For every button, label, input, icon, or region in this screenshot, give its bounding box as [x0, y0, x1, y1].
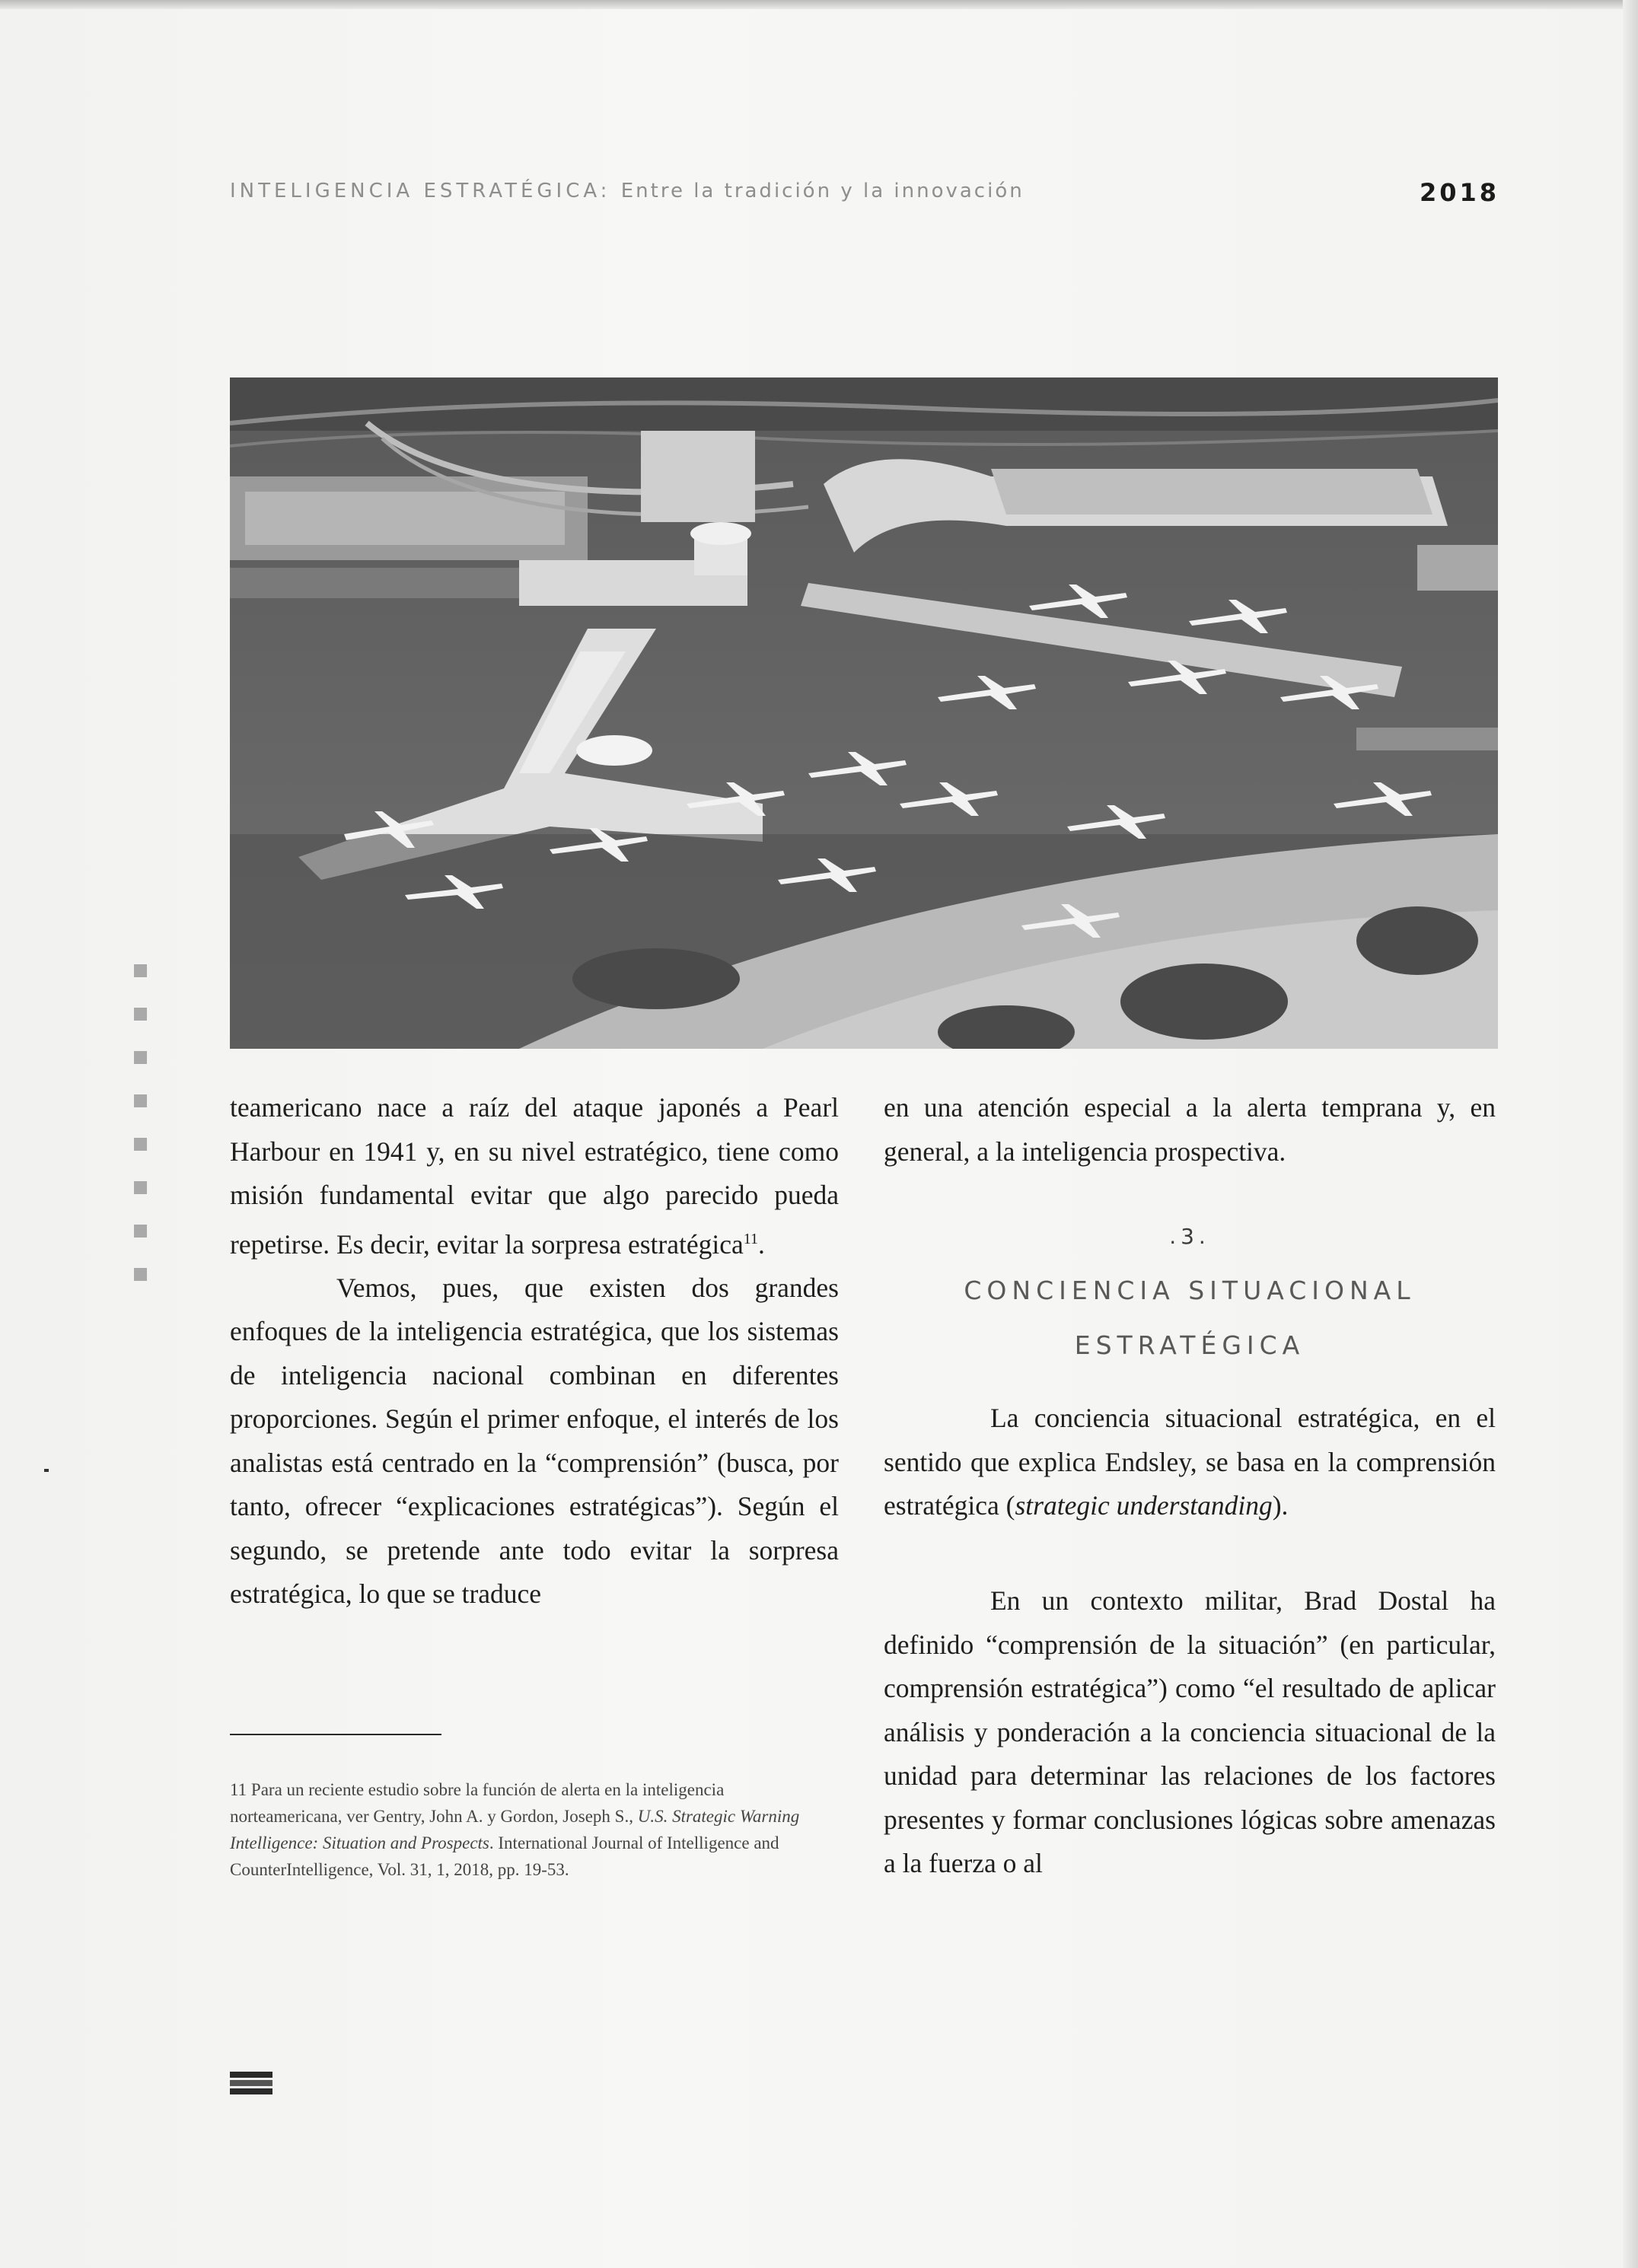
right-paragraph-2: [884, 1397, 1496, 1528]
right-paragraph-3: En un contexto militar, Brad Dostal ha definido “comprensión de la situación” (en particular, comprensión estratégica”) como “el resultado de aplicar análisis y ponderación a la conciencia situacional de la unidad para determinar las relaciones de los factores presentes y formar conclusiones lógicas sobre amenazas a la fuerza o al: [884, 1585, 1496, 1878]
running-title-main: INTELIGENCIA ESTRATÉGICA:: [230, 180, 611, 202]
page-right-edge: [1623, 0, 1638, 2268]
right-paragraph-2-italic: strategic understanding: [1015, 1490, 1273, 1521]
footnote-reference: 11: [743, 1230, 758, 1247]
footnote-text-end: . International Journal of Intelligence and CounterIntelligence, Vol. 31, 1, 2018, pp. 19-53.: [230, 1833, 779, 1879]
bottom-mark-bar: [230, 2080, 272, 2086]
right-paragraph-3-block: [884, 1579, 1496, 1886]
running-title: [230, 180, 1025, 202]
page-bottom-mark: [230, 2072, 272, 2094]
right-paragraph-1: en una atención especial a la alerta temprana y, en general, a la inteligencia prospectiva.: [884, 1092, 1496, 1167]
left-paragraph-2: Vemos, pues, que existen dos grandes enfoques de la inteligencia estratégica, que los sistemas de inteligencia nacional combinan en diferentes proporciones. Según el primer enfoque, el interés de los analistas está centrado en la “comprensión” (busca, por tanto, ofrecer “explicaciones estratégicas”). Según el segundo, se pretende ante todo evitar la sorpresa estratégica, lo que se traduce: [230, 1272, 839, 1610]
footnote-text: Para un reciente estudio sobre la función de alerta en la inteligencia norteamericana, ver Gentry, John A. y Gordon, Joseph S.,: [230, 1780, 725, 1826]
page-top-edge: [0, 0, 1638, 9]
right-paragraph-2-text: La conciencia situacional estratégica, en el sentido que explica Endsley, se basa en la comprensión estratégica (: [884, 1403, 1496, 1521]
right-column: [884, 1086, 1496, 1174]
year-label: 2018: [1419, 178, 1499, 207]
margin-square: [134, 1268, 147, 1281]
left-column: [230, 1086, 839, 1617]
margin-square: [134, 1008, 147, 1021]
left-paragraph-1-text: teamericano nace a raíz del ataque japonés a Pearl Harbour en 1941 y, en su nivel estratégico, tiene como misión fundamental evitar que algo parecido pueda repetirse. Es decir, evitar la sorpresa estratégica: [230, 1092, 839, 1260]
margin-marks: [134, 964, 149, 1311]
margin-square: [134, 1181, 147, 1194]
right-paragraph-2-block: [884, 1397, 1496, 1528]
bottom-mark-bar: [230, 2088, 272, 2094]
footnote-title: U.S. Strategic Warning Intelligence: Situation and Prospects: [230, 1807, 800, 1852]
right-paragraph-2-end: ).: [1272, 1490, 1289, 1521]
margin-square: [134, 1094, 147, 1107]
footnote-number: 11: [230, 1780, 247, 1799]
section-title: [884, 1263, 1496, 1373]
section-number: .3.: [1169, 1224, 1210, 1249]
footnote-rule: [230, 1734, 441, 1735]
left-paragraph-1-end: .: [757, 1228, 765, 1260]
left-paragraph-1: [230, 1086, 839, 1266]
stray-mark: [44, 1469, 49, 1472]
margin-square: [134, 1225, 147, 1238]
margin-square: [134, 1051, 147, 1064]
margin-square: [134, 964, 147, 977]
running-title-subtitle: Entre la tradición y la innovación: [620, 180, 1025, 202]
airport-aerial-photo: [230, 377, 1498, 1049]
margin-square: [134, 1138, 147, 1151]
airport-photo-illustration: [230, 377, 1498, 1049]
footnote: [230, 1776, 824, 1883]
bottom-mark-bar: [230, 2072, 272, 2078]
running-header: [230, 178, 1499, 207]
section-title-line-1: CONCIENCIA SITUACIONAL: [964, 1276, 1416, 1305]
section-title-line-2: ESTRATÉGICA: [1074, 1330, 1305, 1360]
